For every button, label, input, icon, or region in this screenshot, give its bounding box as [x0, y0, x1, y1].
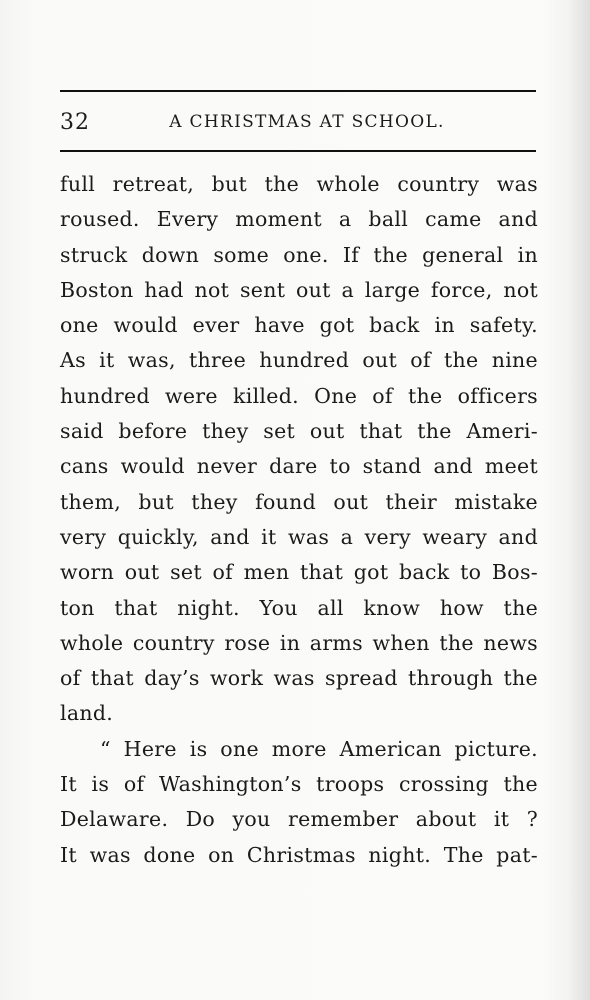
- page-edge-shadow: [568, 0, 590, 1000]
- page-number: 32: [60, 110, 90, 135]
- text-line: said before they set out that the Ameri-: [60, 419, 538, 444]
- text-line: cans would never dare to stand and meet: [60, 454, 538, 479]
- running-head-title: A CHRISTMAS AT SCHOOL.: [169, 112, 445, 132]
- text-line: As it was, three hundred out of the nine: [60, 348, 538, 373]
- text-line-paragraph-start: “ Here is one more American picture.: [100, 736, 538, 761]
- text-line: them, but they found out their mistake: [60, 489, 538, 514]
- running-header: [60, 106, 536, 140]
- text-line: Boston had not sent out a large force, not: [60, 277, 538, 302]
- header-rule-bottom: [60, 150, 536, 152]
- text-line: It was done on Christmas night. The pat-: [60, 842, 538, 867]
- text-line: of that day’s work was spread through the: [60, 666, 538, 691]
- body-text: [60, 167, 538, 873]
- text-line: ton that night. You all know how the: [60, 595, 538, 620]
- text-line: whole country rose in arms when the news: [60, 630, 538, 655]
- text-line: very quickly, and it was a very weary and: [60, 524, 538, 549]
- text-line: Delaware. Do you remember about it ?: [60, 807, 538, 832]
- text-line: one would ever have got back in safety.: [60, 313, 538, 338]
- text-line: hundred were killed. One of the officers: [60, 383, 538, 408]
- header-rule-top: [60, 90, 536, 92]
- text-line: worn out set of men that got back to Bos-: [60, 560, 538, 585]
- text-line: roused. Every moment a ball came and: [60, 207, 538, 232]
- text-line: full retreat, but the whole country was: [60, 172, 538, 196]
- text-line: It is of Washington’s troops crossing the: [60, 772, 538, 797]
- text-line: struck down some one. If the general in: [60, 242, 538, 267]
- text-line-paragraph-end: land.: [60, 701, 114, 726]
